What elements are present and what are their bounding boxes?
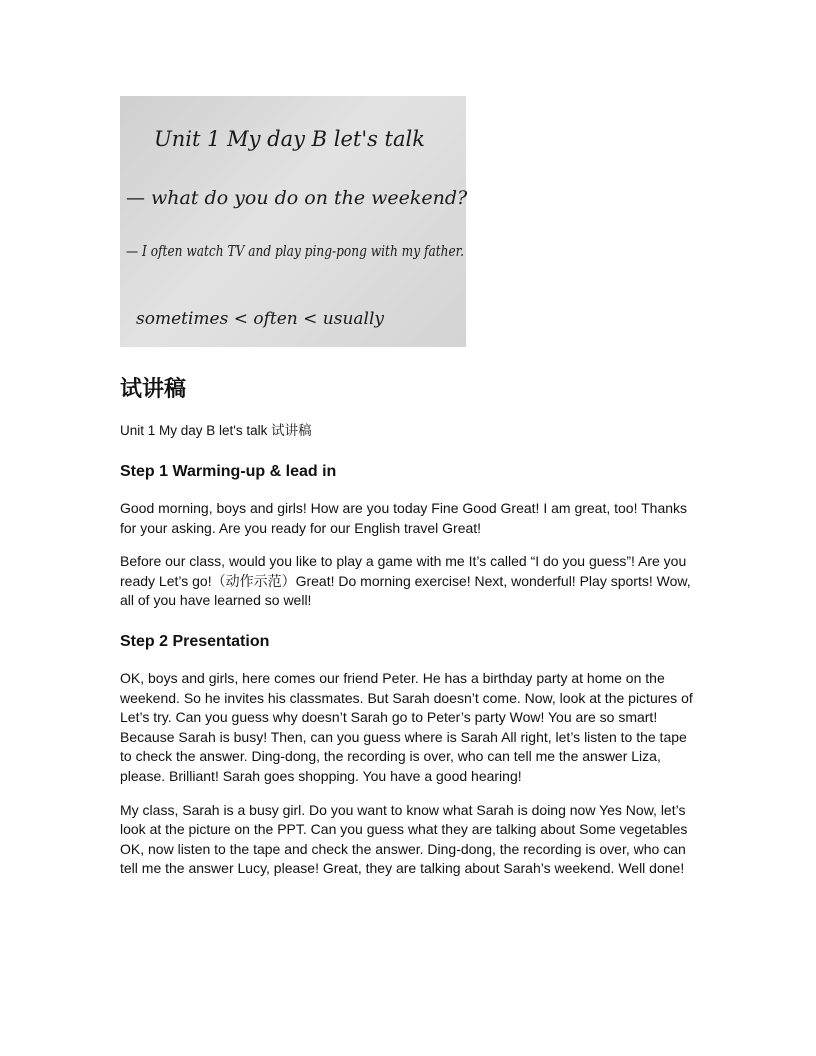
section-step-1: [120, 461, 696, 611]
section-step-2: [120, 631, 696, 879]
note-line-1: Unit 1 My day B let's talk: [154, 127, 425, 151]
page-title: 试讲稿: [120, 377, 187, 402]
paragraph: Good morning, boys and girls! How are you today Fine Good Great! I am great, too! Thanks for your asking. Are you ready for our English travel Great!: [120, 500, 688, 536]
note-line-2: — what do you do on the weekend?: [126, 187, 468, 209]
section-heading: Step 1 Warming-up & lead in: [120, 463, 337, 480]
document-page: [120, 96, 696, 879]
paragraph: OK, boys and girls, here comes our friend Peter. He has a birthday party at home on the weekend. So he invites his classmates. But Sarah doesn’t come. Now, look at the pictures of Let’s try. Can you guess why doesn’t Sarah go to Peter’s party Wow! You are so smart! Because Sarah is busy! Then, can you guess where is Sarah All right, let’s listen to the tape to check the answer. Ding-dong, the recording is over, who can tell me the answer Liza, please. Brilliant! Sarah goes shopping. You have a good hearing!: [120, 669, 693, 784]
handwriting-drawing: [120, 96, 466, 347]
note-line-3: — I often watch TV and play ping-pong with my father.: [126, 244, 464, 260]
paragraph: My class, Sarah is a busy girl. Do you want to know what Sarah is doing now Yes Now, let’s look at the picture on the PPT. Can you guess what they are talking about Some vegetables OK, now listen to the tape and check the answer. Ding-dong, the recording is over, who can tell me the answer Lucy, please! Great, they are talking about Sarah’s weekend. Well done!: [120, 801, 688, 877]
doc-subtitle: Unit 1 My day B let's talk 试讲稿: [120, 423, 312, 438]
note-line-4: sometimes < often < usually: [136, 309, 385, 329]
handwritten-note-photo: [120, 96, 466, 347]
section-heading: Step 2 Presentation: [120, 632, 270, 650]
paragraph: Before our class, would you like to play a game with me It’s called “I do you guess”! Are you ready Let’s go!（动作示范）Great! Do morning exercise! Next, wonderful! Play sports! Wow, all of you have learned so well!: [120, 553, 691, 609]
